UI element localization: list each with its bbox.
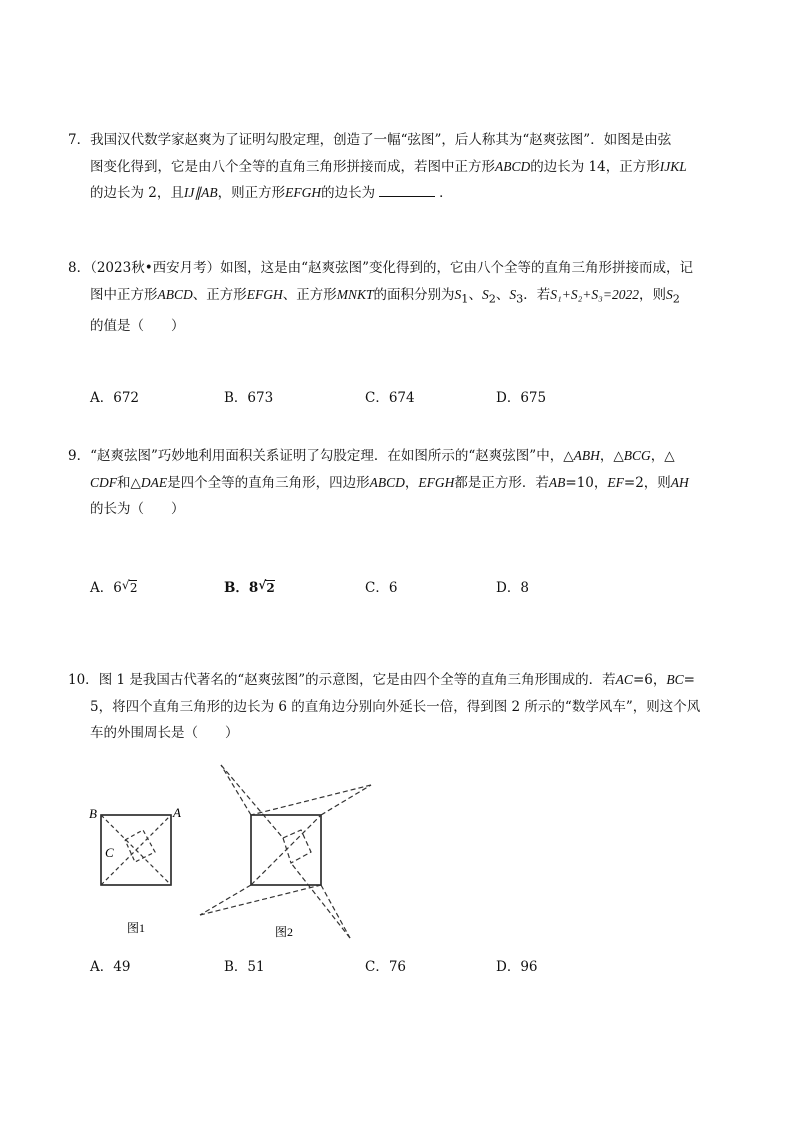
question-8	[68, 255, 740, 339]
q9-option-a[interactable]: A．6 √ 2	[90, 578, 138, 596]
label-c: C	[105, 845, 114, 860]
q9-line-3: 的长为（ ）	[90, 501, 185, 517]
q9-option-c[interactable]: C．6	[365, 580, 398, 596]
q8-options	[90, 386, 690, 406]
q8-option-d[interactable]: D．675	[496, 390, 547, 406]
figure-1	[85, 800, 195, 940]
q7-line-2: 图变化得到，它是由八个全等的直角三角形拼接而成，若图中正方形ABCD的边长为 14，正方形IJKL	[90, 158, 687, 175]
answer-blank[interactable]	[379, 182, 435, 197]
q7-line-1: 7．我国汉代数学家赵爽为了证明勾股定理，创造了一幅“弦图”，后人称其为“赵爽弦图”．如图是由弦	[68, 132, 672, 148]
q10-line-2: 5，将四个直角三角形的边长为 6 的直角边分别向外延长一倍，得到图 2 所示的“数学风车”，则这个风	[90, 698, 701, 715]
q8-option-c[interactable]: C．674	[365, 390, 415, 406]
sqrt-symbol: √ 2	[258, 578, 275, 595]
question-7	[68, 127, 740, 207]
q8-option-b[interactable]: B．673	[224, 390, 274, 406]
q10-option-b[interactable]: B．51	[224, 959, 265, 975]
q8-option-a[interactable]: A．672	[90, 390, 140, 406]
q10-option-c[interactable]: C．76	[365, 959, 407, 975]
q7-line-3: 的边长为 2，且IJ∥AB，则正方形EFGH的边长为 ．	[68, 180, 740, 207]
figure-2	[195, 760, 380, 945]
fig2-label: 图2	[275, 925, 294, 939]
q8-line-1: 8．（2023秋•西安月考）如图，这是由“赵爽弦图”变化得到的，它由八个全等的直角三角形拼接而成，记	[68, 260, 693, 276]
q9-option-b[interactable]: B．8 √ 2	[224, 578, 275, 596]
q10-line-1: 10．图 1 是我国古代著名的“赵爽弦图”的示意图，它是由四个全等的直角三角形围成的．若AC=6，BC=	[68, 672, 695, 688]
q9-options	[90, 576, 690, 596]
q10-option-d[interactable]: D．96	[496, 959, 538, 975]
sqrt-symbol: √ 2	[121, 578, 138, 595]
q10-line-3: 车的外围周长是（ ）	[90, 725, 239, 741]
q10-options	[90, 955, 690, 975]
q8-line-3: 的值是（ ）	[90, 317, 185, 334]
q9-line-2: CDF和△DAE是四个全等的直角三角形，四边形ABCD，EFGH都是正方形．若AB=10，EF=2，则AH	[90, 474, 689, 491]
label-a: A	[173, 805, 181, 820]
q10-option-a[interactable]: A．49	[90, 959, 131, 975]
fig1-label: 图1	[127, 921, 146, 935]
question-10	[68, 667, 740, 747]
fig2-windmill-dashes	[200, 765, 371, 938]
q9-option-d[interactable]: D．8	[496, 580, 529, 596]
q9-line-1: 9．“赵爽弦图”巧妙地利用面积关系证明了勾股定理．在如图所示的“赵爽弦图”中，△ABH，△BCG，△	[68, 448, 675, 464]
q8-line-2: 图中正方形ABCD、正方形EFGH、正方形MNKT的面积分别为$S_1$、$S_2$、$S_3$．若S₁+S₂+S₃=2022，则$S_2$	[90, 286, 680, 306]
question-9	[68, 443, 740, 523]
label-b: B	[89, 806, 97, 821]
